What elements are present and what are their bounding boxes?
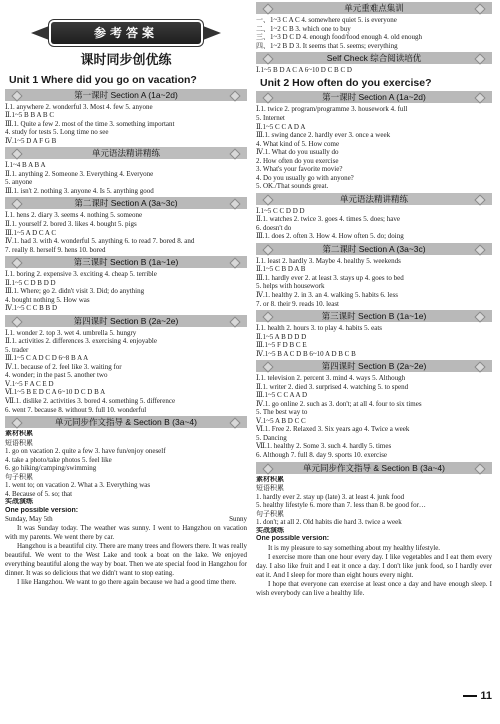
answer-line: 素材积累 (5, 430, 33, 438)
section-bar: 第二课时 Section A (3a~3c) (5, 197, 247, 209)
answer-line: Ⅴ.1~5 A B D C C (256, 416, 306, 425)
answer-block (5, 270, 247, 313)
answer-line: 短语积累 (256, 484, 284, 493)
answer-line: Ⅳ.1. because of 2. feel like 3. waiting for (5, 362, 122, 371)
section-bar: Self Check 综合阅读培优 (256, 52, 492, 64)
answer-line: 5. The best way to (256, 408, 308, 417)
answer-block (256, 476, 492, 599)
answer-block (5, 329, 247, 414)
answer-line: Ⅱ.1~5 B B A B C (5, 111, 55, 120)
answer-line: Ⅲ.1. Quite a few 2. most of the time 3. something important (5, 119, 175, 128)
answer-line: 2. How often do you exercise (256, 156, 339, 165)
answer-line: 1. went to; on vacation 2. What a 3. Everything was (5, 481, 151, 490)
answer-block (5, 430, 247, 588)
answer-line: 4. What kind of 5. How come (256, 139, 340, 148)
answer-line: 实战演练 (256, 526, 284, 534)
answer-block (5, 211, 247, 254)
answer-line: Ⅲ.1. swing dance 2. hardly ever 3. once a week (256, 131, 391, 140)
answer-line: Ⅰ.1. boring 2. expensive 3. exciting 4. cheap 5. terrible (5, 270, 157, 279)
dash-icon (463, 695, 477, 697)
answer-line: Ⅱ.1. writer 2. died 3. surprised 4. watching 5. to spend (256, 382, 409, 391)
answer-line: One possible version: (256, 535, 330, 543)
answer-line: Ⅲ.1. Where; go 2. didn't visit 3. Did; do anything (5, 287, 145, 296)
answer-line: Ⅲ.1~5 A D C A C (5, 228, 56, 237)
answer-line: 一、1~3 C A C 4. somewhere quiet 5. is everyone (256, 16, 397, 24)
section-bar: 单元语法精讲精练 (5, 147, 247, 159)
answer-line: Ⅲ.1~5 F D B C E (256, 341, 307, 350)
unit1-title: Unit 1 Where did you go on vacation? (9, 73, 197, 86)
answer-line: Ⅱ.1. watches 2. twice 3. goes 4. times 5. does; have (256, 215, 400, 224)
answer-line: 5. OK./That sounds great. (256, 182, 329, 191)
answer-line: Ⅵ.1~5 B E D C A 6~10 D C D B A (5, 388, 106, 397)
answer-line: 实战演练 (5, 498, 33, 506)
answer-line: Ⅳ.1~5 B A C D B 6~10 A D B C B (256, 349, 356, 358)
answer-line: 三、1~3 D C D 4. enough food/food enough 4. old enough (256, 33, 422, 42)
answer-line: Ⅱ.1. yourself 2. bored 3. likes 4. bought 5. pigs (5, 219, 137, 228)
answer-line: Ⅰ.1. television 2. percent 3. mind 4. ways 5. Although (256, 374, 406, 383)
answer-line: Ⅰ.1. hens 2. diary 3. seems 4. nothing 5. someone (5, 211, 143, 220)
answer-line: 3. What's your favorite movie? (256, 165, 343, 174)
section-bar: 单元语法精讲精练 (256, 193, 492, 205)
essay-paragraph: I exercise more than one hour every day. I like vegetables and I eat them every day. I also like fruit and I eat it once a day. I don't like junk food, so I hardly ever eat it. And I sleep for more than eight hours every night. (256, 552, 492, 580)
answer-line: Ⅲ.1~5 C C A A D (256, 391, 307, 400)
answer-line: 5. Dancing (256, 433, 287, 442)
essay-paragraph: I like Hangzhou. We want to go there again because we had a good time there. (17, 578, 237, 587)
answer-line: 二、1~2 C B 3. which one to buy (256, 24, 351, 33)
answer-line: Ⅲ.1~5 C A D C D 6~8 B A A (5, 354, 89, 363)
section-bar: 单元同步作文指导 & Section B (3a~4) (5, 416, 247, 428)
essay-paragraph: I hope that everyone can exercise at least once a day and have enough sleep. I wish everybody can live a healthy life. (256, 580, 492, 598)
answer-banner: 参考答案 (51, 22, 201, 44)
essay-date: Sunday, May 5th (5, 515, 53, 524)
essay-paragraph: It is my pleasure to say something about my healthy lifestyle. (268, 543, 441, 552)
answer-block (256, 16, 492, 50)
answer-line: Ⅳ.1. healthy 2. in 3. an 4. walking 5. habits 6. less (256, 291, 398, 300)
section-bar: 第四课时 Section B (2a~2e) (5, 315, 247, 327)
essay-paragraph: It was Sunday today. The weather was sunny. I went to Hangzhou on vacation with my parents. We went there by car. (5, 523, 247, 541)
answer-block (5, 161, 247, 195)
main-title: 课时同步创优练 (80, 52, 172, 67)
right-column (256, 0, 492, 702)
section-bar: 单元同步作文指导 & Section B (3a~4) (256, 462, 492, 474)
date-weather-row (5, 515, 247, 524)
answer-line: Ⅰ.1. least 2. hardly 3. Maybe 4. healthy 5. weekends (256, 256, 401, 265)
answer-line: 4. take a photo/take photos 5. feel like (5, 455, 112, 464)
answer-line: Ⅳ.1. had 3. with 4. wonderful 5. anything 6. to read 7. bored 8. and (5, 237, 195, 246)
answer-line: 4. Because of 5. so; that (5, 489, 73, 498)
answer-line: Ⅰ.1. wonder 2. top 3. wet 4. umbrella 5. hungry (5, 328, 137, 337)
answer-line: Ⅰ.1. health 2. hours 3. to play 4. habits 5. eats (256, 324, 383, 333)
answer-block (256, 105, 492, 190)
answer-line: 1. hardly ever 2. stay up (late) 3. at least 4. junk food (256, 492, 405, 501)
section-bar: 第一课时 Section A (1a~2d) (5, 89, 247, 101)
answer-line: Ⅰ.1~4 B A B A (5, 161, 46, 170)
answer-line: 6. go hiking/camping/swimming (5, 464, 97, 473)
answer-line: 素材积累 (256, 475, 284, 483)
answer-line: Ⅱ.1. anything 2. Someone 3. Everything 4. Everyone (5, 169, 154, 178)
answer-line: Ⅶ.1. healthy 2. Some 3. such 4. hardly 5. times (256, 442, 392, 451)
answer-line: Ⅲ.1. does 2. often 3. How 4. How often 5. do; doing (256, 232, 404, 241)
answer-block (256, 324, 492, 358)
answer-line: 4. Do you usually go with anyone? (256, 173, 354, 182)
page-number (463, 690, 492, 703)
answer-block (256, 66, 492, 75)
answer-line: Ⅰ.1~5 B D A C A 6~10 D C B C D (256, 66, 352, 75)
answer-line: 1. go on vacation 2. quite a few 3. have fun/enjoy oneself (5, 447, 166, 456)
answer-line: Ⅵ.1. Free 2. Relaxed 3. Six years ago 4. Twice a week (256, 425, 410, 434)
section-bar: 第一课时 Section A (1a~2d) (256, 91, 492, 103)
essay-weather: Sunny (229, 515, 247, 524)
answer-line: Ⅱ.1. activities 2. differences 3. exercising 4. enjoyable (5, 337, 157, 346)
answer-block (256, 374, 492, 459)
unit2-title: Unit 2 How often do you exercise? (260, 76, 432, 89)
answer-line: Ⅴ.1~5 F A C E D (5, 379, 54, 388)
answer-line: 句子积累 (256, 509, 284, 518)
answer-line: Ⅳ.1. go online 2. such as 3. don't; at all 4. four to six times (256, 399, 422, 408)
answer-line: 四、1~2 B D 3. It seems that 5. seems; everything (256, 41, 398, 50)
answer-line: Ⅱ.1~5 C D B D D (5, 278, 56, 287)
answer-line: 短语积累 (5, 438, 33, 447)
answer-line: 1. don't; at all 2. Old habits die hard 3. twice a week (256, 518, 402, 527)
answer-line: Ⅰ.1~5 C C D D D (256, 206, 305, 215)
answer-line: Ⅲ.1. hardly ever 2. at least 3. stays up 4. goes to bed (256, 273, 404, 282)
answer-line: 4. wonder; in the past 5. another two (5, 371, 108, 380)
answer-block (256, 257, 492, 308)
section-bar: 单元重难点集训 (256, 2, 492, 14)
answer-line: Ⅰ.1. anywhere 2. wonderful 3. Most 4. few 5. anyone (5, 102, 153, 111)
answer-line: Ⅱ.1~5 A B D D D (256, 332, 307, 341)
section-bar: 第三课时 Section B (1a~1e) (256, 310, 492, 322)
answer-line: 7. really 8. herself 9. hens 10. bored (5, 245, 106, 254)
answer-block (5, 103, 247, 146)
section-bar: 第四课时 Section B (2a~2e) (256, 360, 492, 372)
answer-line: 5. Internet (256, 113, 285, 122)
answer-line: 5. anyone (5, 178, 33, 187)
answer-line: Ⅲ.1. isn't 2. nothing 3. anyone 4. Is 5. anything good (5, 186, 154, 195)
answer-line: 5. helps with housework (256, 282, 325, 291)
answer-line: Ⅳ.1~5 C C B B D (5, 304, 58, 313)
answer-line: 4. study for tests 5. Long time no see (5, 128, 109, 137)
page-number-text: 11 (480, 690, 492, 702)
essay-paragraph: Hangzhou is a beautiful city. There are many trees and flowers there. It was really beautiful. We went to the West Lake and took a boat on the lake. We enjoyed everything beautiful along the way by boat. Then we ate special food in Hangzhou for dinner. It was so delicious that we didn't want to stop eating. (5, 542, 247, 578)
answer-line: 4. bought nothing 5. How was (5, 295, 90, 304)
answer-line: Ⅳ.1~5 D A F G B (5, 136, 57, 145)
answer-line: Ⅰ.1. twice 2. program/programme 3. housework 4. full (256, 105, 408, 114)
answer-line: 6. Although 7. full 8. day 9. sports 10. exercise (256, 450, 388, 459)
answer-line: 7. or 8. their 9. reads 10. least (256, 299, 340, 308)
answer-block (256, 207, 492, 241)
answer-line: 5. trader (5, 345, 29, 354)
answer-line: 6. went 7. because 8. without 9. full 10. wonderful (5, 405, 147, 414)
answer-line: 6. doesn't do (256, 223, 292, 232)
left-column (5, 0, 247, 588)
answer-line: Ⅱ.1~5 C C A D A (256, 122, 306, 131)
section-bar: 第三课时 Section B (1a~1e) (5, 256, 247, 268)
section-bar: 第二课时 Section A (3a~3c) (256, 243, 492, 255)
answer-line: Ⅶ.1. dislike 2. activities 3. bored 4. something 5. difference (5, 397, 176, 405)
answer-line: One possible version: (5, 506, 79, 514)
answer-line: 5. healthy lifestyle 6. more than 7. less than 8. be good for… (256, 501, 426, 510)
answer-line: 句子积累 (5, 472, 33, 481)
answer-line: Ⅱ.1~5 C B D A B (256, 265, 306, 274)
answer-line: Ⅳ.1. What do you usually do (256, 148, 339, 157)
